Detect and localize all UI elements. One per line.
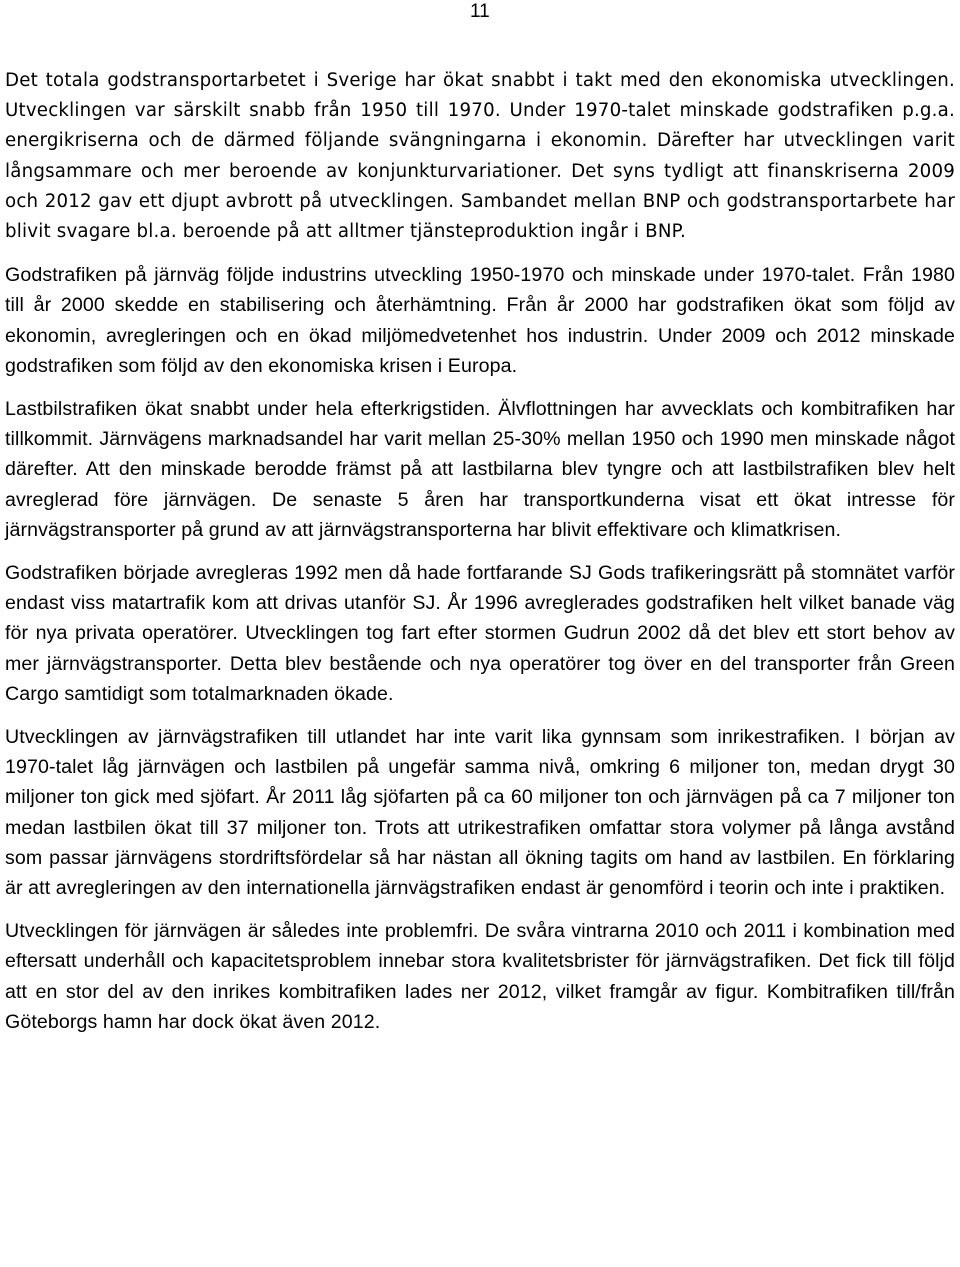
paragraph-economic-growth: Det totala godstransportarbetet i Sverige har ökat snabbt i takt med den ekonomiska utvecklingen. Utvecklingen var särskilt snabb från 1950 till 1970. Under 1970-talet minskade godstrafiken p.g.a. energikriserna och de därmed följande svängningarna i ekonomin. Därefter har utvecklingen varit långsammare och mer beroende av konjunkturvariationer. Det syns tydligt att finanskriserna 2009 och 2012 gav ett djupt avbrott på utvecklingen. Sambandet mellan BNP och godstransportarbete har blivit svagare bl.a. beroende på att alltmer tjänsteproduktion ingår i BNP.	[5, 70, 955, 243]
paragraph-spacer	[5, 903, 955, 916]
paragraph-deregulation: Godstrafiken började avregleras 1992 men då hade fortfarande SJ Gods trafikeringsrätt på stomnätet varför endast viss matartrafik kom att drivas utanför SJ. År 1996 avreglerades godstrafiken helt vilket banade väg för nya privata operatörer. Utvecklingen tog fart efter stormen Gudrun 2002 då det blev ett stort behov av mer järnvägstransporter. Detta blev bestående och nya operatörer tog över en del transporter från Green Cargo samtidigt som totalmarknaden ökade.	[5, 562, 955, 705]
document-body	[5, 66, 955, 1037]
paragraph-spacer	[5, 381, 955, 394]
paragraph-rail-freight: Godstrafiken på järnväg följde industrins utveckling 1950-1970 och minskade under 1970-talet. Från 1980 till år 2000 skedde en stabilisering och återhämtning. Från år 2000 har godstrafiken ökat som följd av ekonomin, avregleringen och en ökad miljömedvetenhet hos industrin. Under 2009 och 2012 minskade godstrafiken som följd av den ekonomiska krisen i Europa.	[5, 264, 955, 377]
paragraph-problems: Utvecklingen för järnvägen är således inte problemfri. De svåra vintrarna 2010 och 2011 i kombination med eftersatt underhåll och kapacitetsproblem innebar stora kvalitetsbrister för järnvägstrafiken. Det fick till följd att en stor del av den inrikes kombitrafiken lades ner 2012, vilket framgår av figur. Kombitrafiken till/från Göteborgs hamn har dock ökat även 2012.	[5, 920, 955, 1033]
paragraph-spacer	[5, 709, 955, 722]
paragraph-international-traffic: Utvecklingen av järnvägstrafiken till utlandet har inte varit lika gynnsam som inrikestrafiken. I början av 1970-talet låg järnvägen och lastbilen på ungefär samma nivå, omkring 6 miljoner ton, medan drygt 30 miljoner ton gick med sjöfart. År 2011 låg sjöfarten på ca 60 miljoner ton och järnvägen på ca 7 miljoner ton medan lastbilen ökat till 37 miljoner ton. Trots att utrikestrafiken omfattar stora volymer på långa avstånd som passar järnvägens stordriftsfördelar så har nästan all ökning tagits om hand av lastbilen. En förklaring är att avregleringen av den internationella järnvägstrafiken endast är genomförd i teorin och inte i praktiken.	[5, 726, 955, 900]
paragraph-truck-traffic: Lastbilstrafiken ökat snabbt under hela efterkrigstiden. Älvflottningen har avvecklats och kombitrafiken har tillkommit. Järnvägens marknadsandel har varit mellan 25-30% mellan 1950 och 1990 men minskade något därefter. Att den minskade berodde främst på att lastbilarna blev tyngre och att lastbilstrafiken blev helt avreglerad före järnvägen. De senaste 5 åren har transportkunderna visat ett ökat intresse för järnvägstransporter på grund av att järnvägstransporterna har blivit effektivare och klimatkrisen.	[5, 398, 955, 541]
page-number: 11	[470, 1, 490, 22]
paragraph-spacer	[5, 545, 955, 558]
paragraph-spacer	[5, 247, 955, 260]
